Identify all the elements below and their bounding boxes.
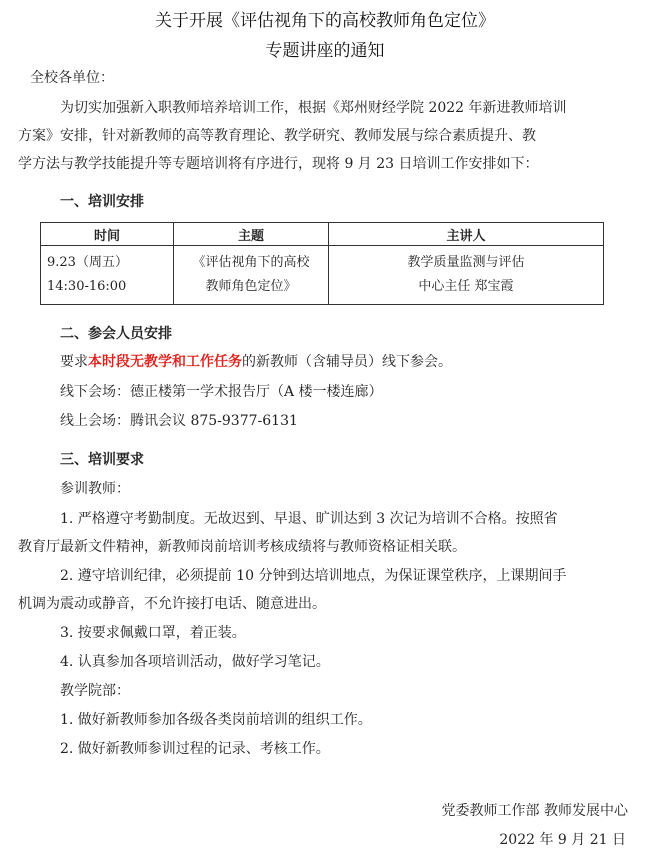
online-venue: 线上会场：腾讯会议 875-9377-6131 (60, 413, 298, 429)
section3-heading: 三、培训要求 (60, 452, 144, 468)
intro-line-2: 方案》安排，针对新教师的高等教育理论、教学研究、教师发展与综合素质提升、教 (18, 128, 536, 144)
intro-line-3: 学方法与教学技能提升等专题培训将有序进行，现将 9 月 23 日培训工作安排如下： (18, 156, 539, 172)
cell-time (41, 246, 174, 305)
teacher-item-3: 3. 按要求佩戴口罩，着正装。 (60, 625, 246, 641)
teacher-item-1-line-1: 1. 严格遵守考勤制度。无故迟到、早退、旷训达到 3 次记为培训不合格。按照省 (60, 511, 558, 527)
salutation: 全校各单位： (30, 70, 114, 86)
time-date: 9.23（周五） (47, 255, 128, 270)
teacher-item-1-line-2: 教育厅最新文件精神，新教师岗前培训考核成绩将与教师资格证相关联。 (18, 539, 466, 555)
col-header-speaker: 主讲人 (329, 223, 604, 246)
intro-line-1: 为切实加强新入职教师培养培训工作，根据《郑州财经学院 2022 年新进教师培训 (60, 100, 567, 116)
teacher-item-2-line-2: 机调为震动或静音，不允许接打电话、随意进出。 (18, 596, 326, 612)
teachers-label: 参训教师： (60, 481, 130, 497)
attendance-requirement (60, 352, 452, 372)
department-item-2: 2. 做好新教师参训过程的记录、考核工作。 (60, 741, 330, 757)
notice-title-line1: 关于开展《评估视角下的高校教师角色定位》 (155, 11, 495, 31)
departments-label: 教学院部： (60, 683, 130, 699)
attendance-prefix: 要求 (60, 354, 88, 370)
offline-venue: 线下会场：德正楼第一学术报告厅（A 楼一楼连廊） (60, 384, 383, 400)
issuer: 党委教师工作部 教师发展中心 (441, 803, 628, 819)
department-item-1: 1. 做好新教师参加各级各类岗前培训的组织工作。 (60, 712, 372, 728)
speaker-line-2: 中心主任 郑宝霞 (418, 279, 514, 294)
col-header-time: 时间 (41, 223, 174, 246)
section2-heading: 二、参会人员安排 (60, 326, 172, 342)
col-header-topic: 主题 (174, 223, 329, 246)
attendance-highlight: 本时段无教学和工作任务 (88, 354, 242, 370)
table-row (41, 246, 604, 305)
schedule-table (40, 222, 604, 305)
speaker-line-1: 教学质量监测与评估 (407, 255, 525, 270)
attendance-suffix: 的新教师（含辅导员）线下参会。 (242, 354, 452, 370)
issue-date: 2022 年 9 月 21 日 (499, 832, 626, 848)
section1-heading: 一、培训安排 (60, 194, 144, 210)
schedule-header-row (41, 223, 604, 246)
topic-line-2: 教师角色定位》 (205, 279, 297, 294)
teacher-item-2-line-1: 2. 遵守培训纪律，必须提前 10 分钟到达培训地点，为保证课堂秩序，上课期间手 (60, 568, 567, 584)
cell-speaker (329, 246, 604, 305)
notice-title-line2: 专题讲座的通知 (265, 41, 385, 61)
time-range: 14:30-16:00 (47, 279, 127, 294)
topic-line-1: 《评估视角下的高校 (192, 255, 310, 270)
cell-topic (174, 246, 329, 305)
teacher-item-4: 4. 认真参加各项培训活动，做好学习笔记。 (60, 654, 330, 670)
